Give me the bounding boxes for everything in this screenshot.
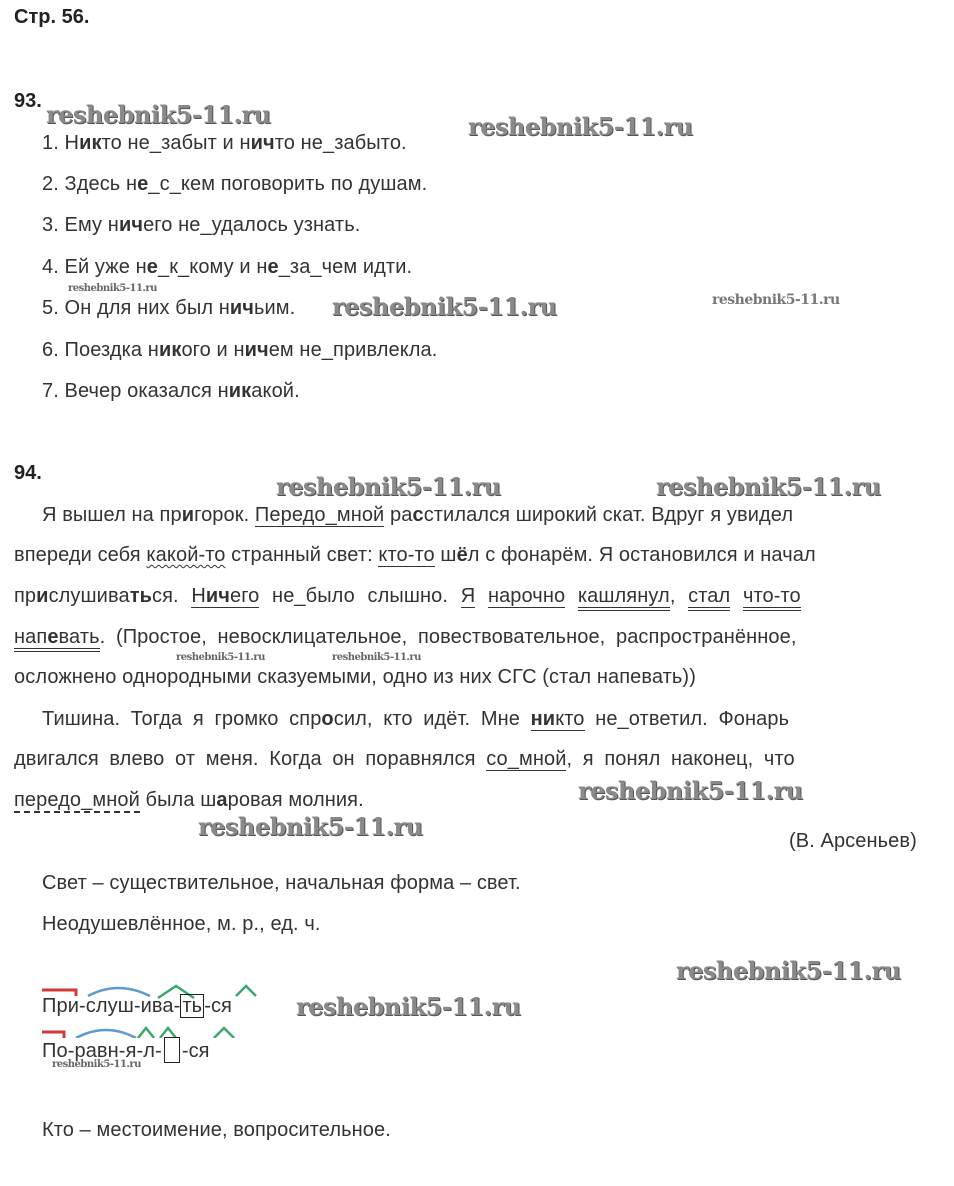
suffix-mark-2c (214, 1028, 234, 1038)
ex93-item-7: 7. Вечер оказался никакой. (42, 380, 300, 402)
ex93-item-4: 4. Ей уже не_к_кому и не_за_чем идти. (42, 256, 413, 278)
ex93-item-2: 2. Здесь не_с_кем поговорить по душам. (42, 173, 428, 195)
ex94-p1-line-2: впереди себя какой-то странный свет: кто-то шёл с фонарём. Я остановился и начал (14, 544, 816, 566)
analysis-line-1: Свет – существительное, начальная форма – свет. (42, 872, 521, 894)
null-ending-box (164, 1037, 180, 1063)
watermark: reshebnik5-11.ru (676, 956, 901, 985)
ex94-p2-line-3: передо_мной была шаровая молния. (14, 789, 364, 811)
analysis-line-2: Неодушевлённое, м. р., ед. ч. (42, 913, 321, 935)
analysis-line-3: Кто – местоимение, вопросительное. (42, 1119, 391, 1141)
watermark: reshebnik5-11.ru (332, 292, 557, 321)
watermark: reshebnik5-11.ru (712, 292, 840, 308)
watermark: reshebnik5-11.ru (276, 472, 501, 501)
ex94-p2-line-1: Тишина. Тогда я громко спросил, кто идёт. Мне никто не_ответил. Фонарь (42, 708, 790, 730)
watermark: reshebnik5-11.ru (578, 776, 803, 805)
author: (В. Арсеньев) (789, 830, 917, 852)
morpheme-word-2: По-равн-я-л- -ся (42, 1037, 210, 1063)
ex94-p2-line-2: двигался влево от меня. Когда он поравнялся со_мной, я понял наконец, что (14, 748, 795, 770)
ex93-item-1: 1. Никто не_забыт и ничто не_забыто. (42, 132, 407, 154)
watermark: reshebnik5-11.ru (176, 652, 265, 663)
watermark: reshebnik5-11.ru (68, 283, 157, 294)
ex94-p1-line-1: Я вышел на пригорок. Передо_мной расстилался широкий скат. Вдруг я увидел (42, 504, 794, 526)
watermark: reshebnik5-11.ru (332, 652, 421, 663)
morpheme-word-1: При-слуш-ива- ть -ся (42, 995, 232, 1017)
exercise-94-number: 94. (14, 462, 42, 484)
page-header: Стр. 56. (14, 6, 90, 28)
ex93-item-5: 5. Он для них был ничьим. (42, 297, 296, 319)
ex93-item-6: 6. Поездка никого и ничем не_привлекла. (42, 339, 438, 361)
ending-box-1: ть (182, 995, 203, 1017)
watermark: reshebnik5-11.ru (296, 992, 521, 1021)
suffix-mark-1b (236, 986, 256, 996)
watermark: reshebnik5-11.ru (656, 472, 881, 501)
watermark: reshebnik5-11.ru (468, 112, 693, 141)
watermark: reshebnik5-11.ru (46, 100, 271, 129)
ex94-p1-line-5: осложнено однородными сказуемыми, одно из них СГС (стал напевать)) (14, 666, 696, 688)
ex94-p1-line-4: напевать. (Простое, невосклицательное, повествовательное, распространённое, (14, 626, 796, 649)
ex93-item-3: 3. Ему ничего не_удалось узнать. (42, 214, 361, 236)
watermark: reshebnik5-11.ru (52, 1059, 141, 1070)
exercise-93-number: 93. (14, 90, 42, 112)
watermark: reshebnik5-11.ru (198, 812, 423, 841)
ex94-p1-line-3: прислушиваться. Ничего не_было слышно. Я нарочно кашлянул, стал что-то (14, 585, 801, 608)
